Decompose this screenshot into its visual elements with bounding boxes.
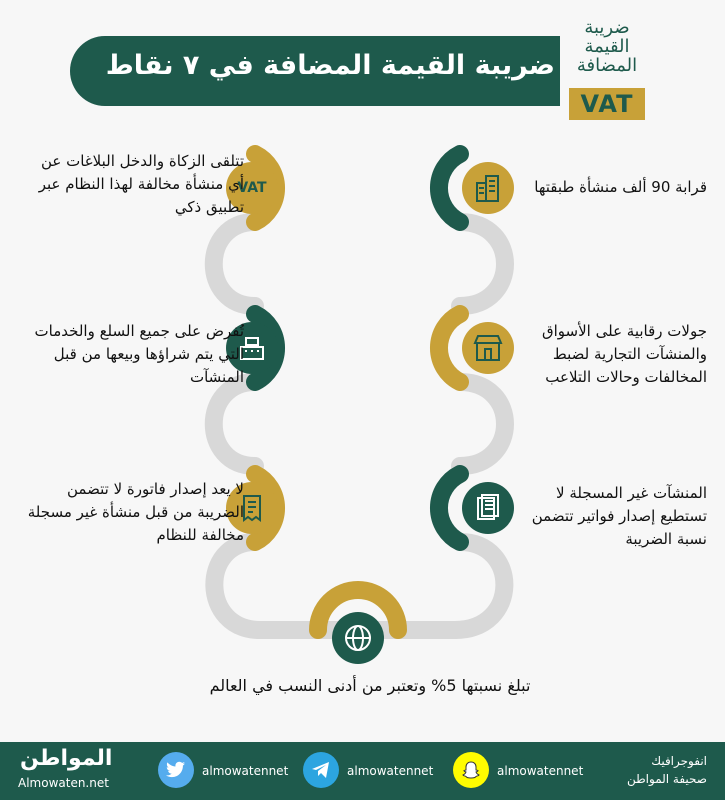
point-left-1: تتلقى الزكاة والدخل البلاغات عن أي منشأة مخالفة لهذا النظام عبر تطبيق ذكي xyxy=(38,152,244,216)
point-right-3: المنشآت غير المسجلة لا تستطيع إصدار فواتير تتضمن نسبة الضريبة xyxy=(531,484,707,548)
footer-brand-line2: صحيفة المواطن xyxy=(626,772,707,786)
vat-icon-label: VAT xyxy=(237,180,267,196)
bottom-fact: تبلغ نسبتها 5% وتعتبر من أدنى النسب في العالم xyxy=(209,676,531,695)
vat-logo-badge: VAT xyxy=(569,88,645,120)
footer-brand-line1: انفوجرافيك xyxy=(651,754,707,768)
site-logo[interactable]: المواطن xyxy=(20,746,113,771)
footer-brand xyxy=(627,752,707,788)
site-url[interactable]: Almowaten.net xyxy=(18,776,109,790)
twitter-icon[interactable] xyxy=(158,752,194,788)
point-left-3: لا يعد إصدار فاتورة لا تتضمن الضريبة من قبل منشأة غير مسجلة مخالفة للنظام xyxy=(27,480,244,544)
point-right-1: قرابة 90 ألف منشأة طبقتها xyxy=(534,178,707,196)
globe-icon xyxy=(332,612,384,664)
point-right-2: جولات رقابية على الأسواق والمنشآت التجارية لضبط المخالفات وحالات التلاعب xyxy=(542,322,707,386)
snapchat-handle[interactable]: almowatennet xyxy=(497,764,584,778)
twitter-handle[interactable]: almowatennet xyxy=(202,764,289,778)
snapchat-icon[interactable] xyxy=(453,752,489,788)
telegram-icon[interactable] xyxy=(303,752,339,788)
page-title: ضريبة القيمة المضافة في ٧ نقاط xyxy=(105,50,555,81)
telegram-handle[interactable]: almowatennet xyxy=(347,764,434,778)
point-left-2: تُفرض على جميع السلع والخدمات التي يتم شراؤها وبيعها من قبل المنشآت xyxy=(34,322,244,386)
logo-text: ضريبة القيمة المضافة xyxy=(576,17,638,76)
